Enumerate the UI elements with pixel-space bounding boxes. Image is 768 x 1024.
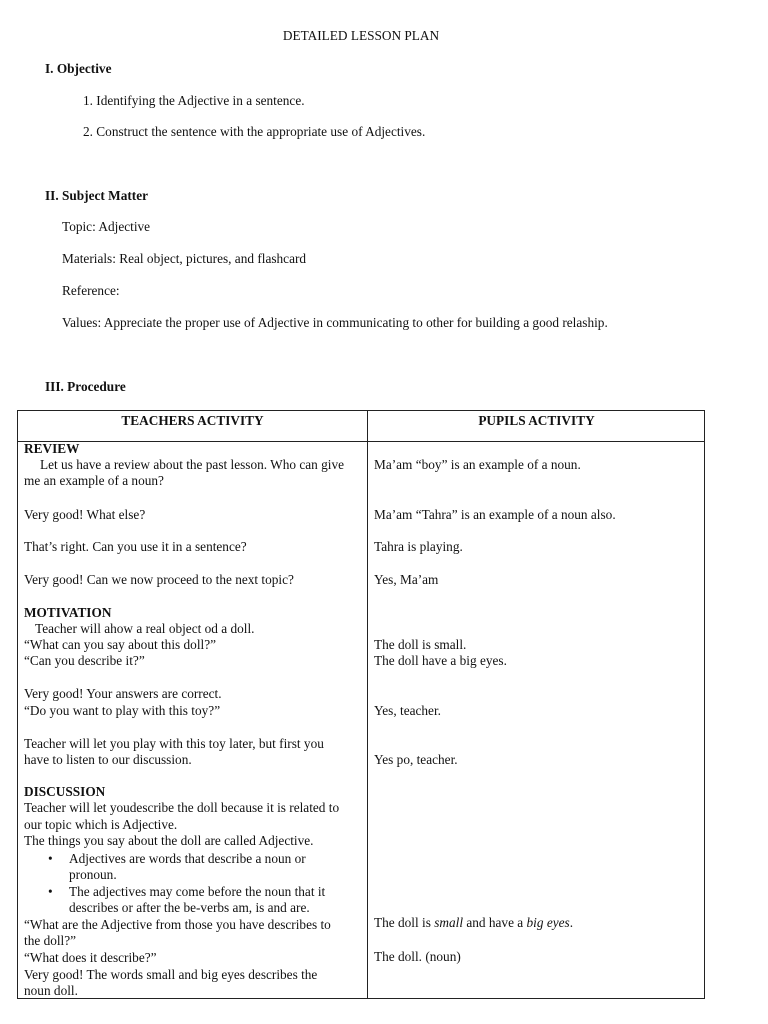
discussion-pupil-3 [374,915,573,931]
discussion-teacher-5b: noun doll. [24,983,78,998]
objective-item-1: 1. Identifying the Adjective in a sentence. [83,93,305,108]
review-teacher-3: That’s right. Can you use it in a sentence? [24,539,247,554]
review-pupil-3: Tahra is playing. [374,539,463,554]
values-line: Values: Appreciate the proper use of Adjective in communicating to other for building a good relaship. [62,315,608,330]
bullet-icon: • [48,851,53,866]
objective-heading: I. Objective [45,61,112,76]
motivation-pupil-5: Yes, teacher. [374,703,441,718]
discussion-teacher-2: The things you say about the doll are called Adjective. [24,833,314,848]
discussion-pupil-3-mid: and have a [463,915,527,930]
review-pupil-4: Yes, Ma’am [374,572,439,587]
discussion-pupil-3-em2: big eyes [526,915,570,930]
motivation-teacher-4: Very good! Your answers are correct. [24,686,222,701]
discussion-teacher-1a: Teacher will let youdescribe the doll because it is related to [24,800,340,815]
column-divider [367,411,368,998]
discussion-teacher-5a: Very good! The words small and big eyes describes the [24,967,318,982]
motivation-pupil-2: The doll is small. [374,637,467,652]
header-divider [18,441,704,442]
bullet-2-line-b: describes or after the be-verbs am, is and are. [69,900,310,915]
bullet-1-line-b: pronoun. [69,867,117,882]
review-teacher-2: Very good! What else? [24,507,146,522]
topic-line: Topic: Adjective [62,219,151,234]
procedure-table [17,410,705,999]
motivation-heading: MOTIVATION [24,605,112,620]
discussion-teacher-3a: “What are the Adjective from those you have describes to [24,917,331,932]
discussion-pupil-3-em1: small [434,915,464,930]
bullet-2-line-a: The adjectives may come before the noun that it [69,884,326,899]
motivation-teacher-6b: have to listen to our discussion. [24,752,192,767]
review-teacher-1a: Let us have a review about the past lesson. Who can give [40,457,345,472]
teacher-column-header: TEACHERS ACTIVITY [121,413,264,428]
document-title: DETAILED LESSON PLAN [282,28,440,43]
review-pupil-1: Ma’am “boy” is an example of a noun. [374,457,581,472]
discussion-pupil-3-pre: The doll is [374,915,435,930]
motivation-teacher-3: “Can you describe it?” [24,653,145,668]
review-teacher-1b: me an example of a noun? [24,473,164,488]
materials-line: Materials: Real object, pictures, and flashcard [62,251,307,266]
discussion-heading: DISCUSSION [24,784,106,799]
discussion-teacher-4: “What does it describe?” [24,950,157,965]
motivation-teacher-6a: Teacher will let you play with this toy later, but first you [24,736,324,751]
motivation-teacher-1: Teacher will ahow a real object od a doll. [35,621,255,636]
procedure-heading: III. Procedure [45,379,126,394]
discussion-pupil-4: The doll. (noun) [374,949,461,964]
subject-matter-heading: II. Subject Matter [45,188,149,203]
motivation-teacher-2: “What can you say about this doll?” [24,637,217,652]
review-pupil-2: Ma’am “Tahra” is an example of a noun also. [374,507,616,522]
reference-line: Reference: [62,283,120,298]
motivation-teacher-5: “Do you want to play with this toy?” [24,703,221,718]
motivation-pupil-6: Yes po, teacher. [374,752,458,767]
bullet-icon: • [48,884,53,899]
objective-item-2: 2. Construct the sentence with the appropriate use of Adjectives. [83,124,426,139]
discussion-teacher-1b: our topic which is Adjective. [24,817,178,832]
review-teacher-4: Very good! Can we now proceed to the next topic? [24,572,294,587]
bullet-1-line-a: Adjectives are words that describe a noun or [69,851,306,866]
review-heading: REVIEW [24,441,80,456]
motivation-pupil-3: The doll have a big eyes. [374,653,507,668]
discussion-pupil-3-post: . [569,915,574,930]
pupils-column-header: PUPILS ACTIVITY [478,413,595,428]
discussion-teacher-3b: the doll?” [24,933,77,948]
